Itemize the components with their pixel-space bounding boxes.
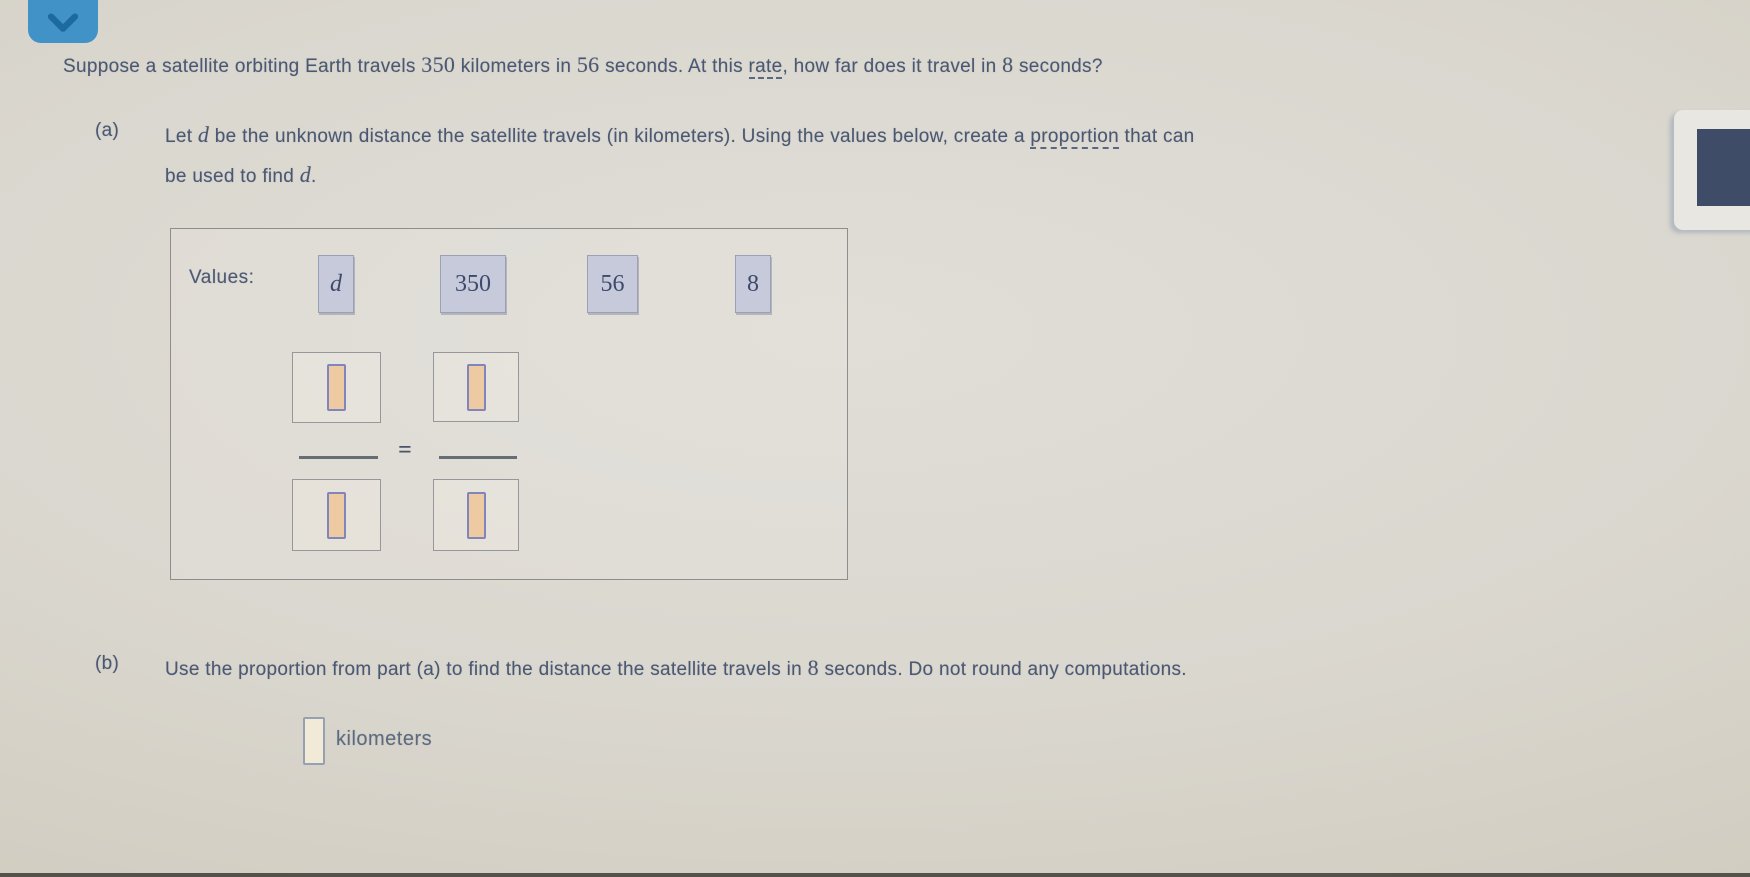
denominator-left-drop-slot[interactable]: [327, 492, 346, 539]
collapse-question-button[interactable]: [28, 0, 98, 43]
part-a-fragment: be used to find: [165, 166, 300, 187]
part-a-line2: [165, 160, 1485, 192]
numerator-right-drop-slot[interactable]: [467, 364, 486, 411]
part-b-text: [165, 653, 1565, 685]
part-a-label: (a): [95, 120, 120, 141]
part-a-text: [165, 120, 1485, 192]
fraction-bar-left: [299, 456, 378, 459]
variable-d: d: [299, 162, 312, 187]
rate-definition-link[interactable]: rate: [748, 56, 783, 77]
equals-sign: =: [398, 437, 412, 463]
question-fragment: seconds?: [1013, 56, 1103, 77]
part-b-fragment: seconds. Do not round any computations.: [818, 659, 1187, 680]
numerator-left-box: [292, 352, 381, 423]
chevron-down-icon: [44, 13, 82, 35]
numerator-right-box: [433, 352, 519, 422]
denominator-right-drop-slot[interactable]: [467, 492, 486, 539]
question-number: 8: [1002, 52, 1014, 77]
question-fragment: kilometers in: [455, 56, 577, 77]
value-chip-d[interactable]: d: [318, 255, 354, 313]
value-chip-350[interactable]: 350: [440, 255, 506, 313]
values-label: Values:: [189, 267, 255, 288]
question-number: 56: [576, 52, 600, 77]
part-a-fragment: be the unknown distance the satellite travels (in kilometers). Using the values below, create a: [209, 126, 1031, 147]
proportion-definition-link[interactable]: proportion: [1030, 126, 1119, 147]
question-fragment: Suppose a satellite orbiting Earth travels: [63, 56, 422, 77]
part-a-line1: [165, 120, 1485, 152]
denominator-left-box: [292, 479, 381, 551]
proportion-answer-panel: [170, 228, 848, 580]
question-number: 350: [421, 52, 456, 77]
side-tool-panel[interactable]: [1674, 110, 1750, 230]
denominator-right-box: [433, 479, 519, 551]
question-text: [63, 50, 1483, 82]
fraction-bar-right: [439, 456, 517, 459]
part-b-label: (b): [95, 653, 120, 674]
part-a-fragment: .: [311, 166, 317, 187]
answer-input[interactable]: [303, 717, 325, 765]
numerator-left-drop-slot[interactable]: [327, 364, 346, 411]
part-b-number: 8: [807, 655, 819, 680]
variable-d: d: [197, 122, 210, 147]
unit-label: kilometers: [336, 728, 433, 750]
question-fragment: seconds. At this: [599, 56, 749, 77]
question-fragment: , how far does it travel in: [782, 56, 1003, 77]
side-panel-thumbnail: [1697, 129, 1750, 206]
value-chip-8[interactable]: 8: [735, 255, 771, 313]
value-chip-56[interactable]: 56: [587, 255, 638, 313]
screen-bottom-edge: [0, 873, 1750, 877]
part-a-fragment: Let: [165, 126, 198, 147]
part-a-fragment: that can: [1118, 126, 1195, 147]
part-b-fragment: Use the proportion from part (a) to find the distance the satellite travels in: [165, 659, 808, 680]
